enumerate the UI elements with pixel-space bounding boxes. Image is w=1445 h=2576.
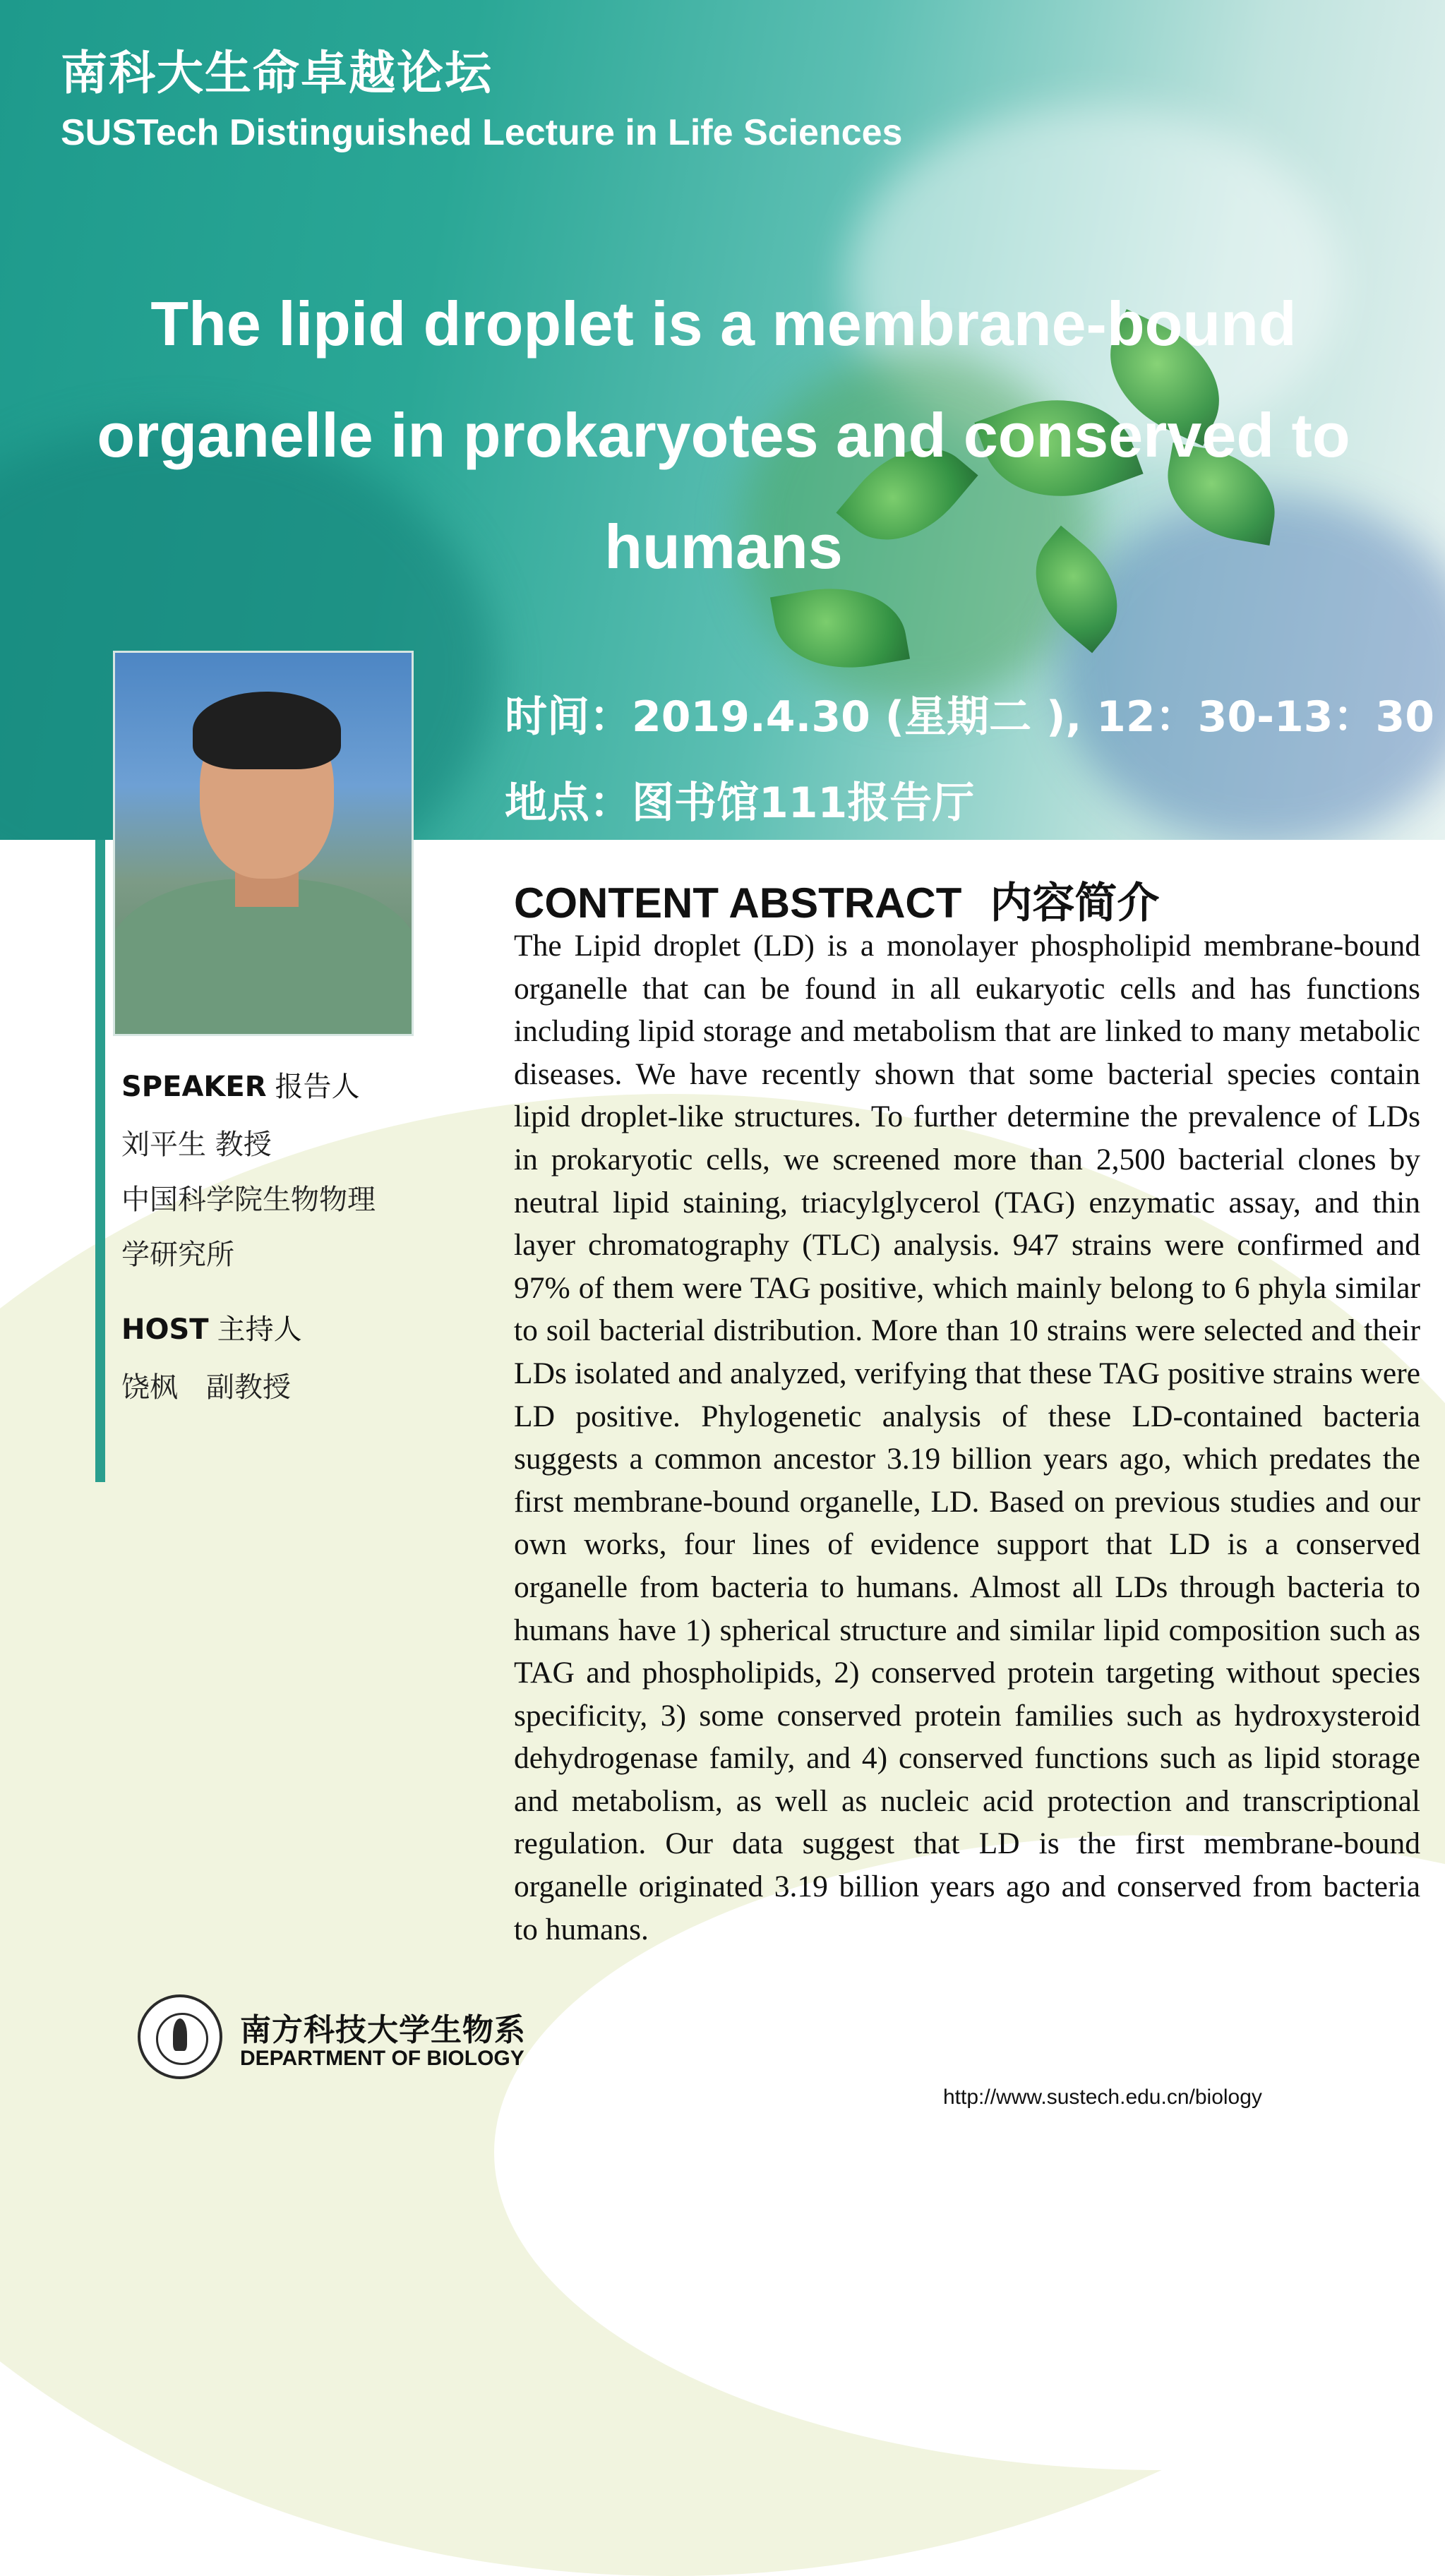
speaker-label: SPEAKER 报告人 — [121, 1071, 360, 1103]
speaker-accent-bar — [95, 840, 105, 1482]
abstract-text: The Lipid droplet (LD) is a monolayer phospholipid membrane-bound organelle that can be found in all eukaryotic cells and has functions including lipid storage and metabolism that are linked to many metabolic diseases. We have recently shown that some bacterial species contain lipid droplet-like structures. To further determine the prevalence of LDs in prokaryotic cells, we screened more than 2,500 bacterial clones by neutral lipid staining, triacylglycerol (TAG) enzymatic assay, and thin layer chromatography (TLC) analysis. 947 strains were confirmed and 97% of them were TAG positive, which mainly belong to 6 phyla similar to soil bacterial distribution. More than 10 strains were selected and their LDs isolated and analyzed, verifying that these TAG positive strains were LD positive. Phylogenetic analysis of these LD-contained bacteria suggests a common ancestor 3.19 billion years ago, which predates the first membrane-bound organelle, LD. Based on previous studies and our own works, four lines of evidence support that LD is a conserved organelle from bacteria to humans. Almost all LDs through bacteria to humans have 1) spherical structure and similar lipid composition such as TAG and phospholipids, 2) conserved protein targeting without species specificity, 3) some conserved protein families such as hydroxysteroid dehydrogenase family, and 4) conserved functions such as lipid storage and metabolism, as well as nucleic acid protection and transcriptional regulation. Our data suggest that LD is the first membrane-bound organelle originated 3.19 billion years ago and conserved from bacteria to humans. — [514, 929, 1420, 1946]
host-name: 饶枫 副教授 — [121, 1371, 291, 1404]
university-seal-icon — [138, 1994, 222, 2079]
abstract-heading: CONTENT ABSTRACT 内容简介 — [514, 879, 1160, 927]
lecture-title-line: The lipid droplet is a membrane-bound — [150, 289, 1297, 359]
lecture-series-title-en: SUSTech Distinguished Lecture in Life Sciences — [61, 112, 903, 153]
lecture-title — [42, 268, 1405, 603]
event-time: 时间：2019.4.30 (星期二 ), 12：30-13：30 — [505, 692, 1435, 742]
speaker-name: 刘平生 教授 — [121, 1128, 272, 1161]
host-label: HOST 主持人 — [121, 1313, 302, 1346]
department-url[interactable]: http://www.sustech.edu.cn/biology — [943, 2086, 1262, 2109]
lecture-series-title-cn: 南科大生命卓越论坛 — [61, 46, 493, 100]
lecture-title-line: organelle in prokaryotes and conserved to — [97, 400, 1350, 470]
speaker-affiliation: 学研究所 — [121, 1239, 234, 1271]
event-location: 地点：图书馆111报告厅 — [505, 778, 975, 828]
department-name-cn: 南方科技大学生物系 — [240, 2012, 526, 2048]
lecture-title-line: humans — [604, 512, 843, 582]
department-name-en: DEPARTMENT OF BIOLOGY — [240, 2047, 524, 2070]
speaker-affiliation: 中国科学院生物物理 — [121, 1184, 376, 1216]
speaker-photo — [113, 651, 414, 1036]
